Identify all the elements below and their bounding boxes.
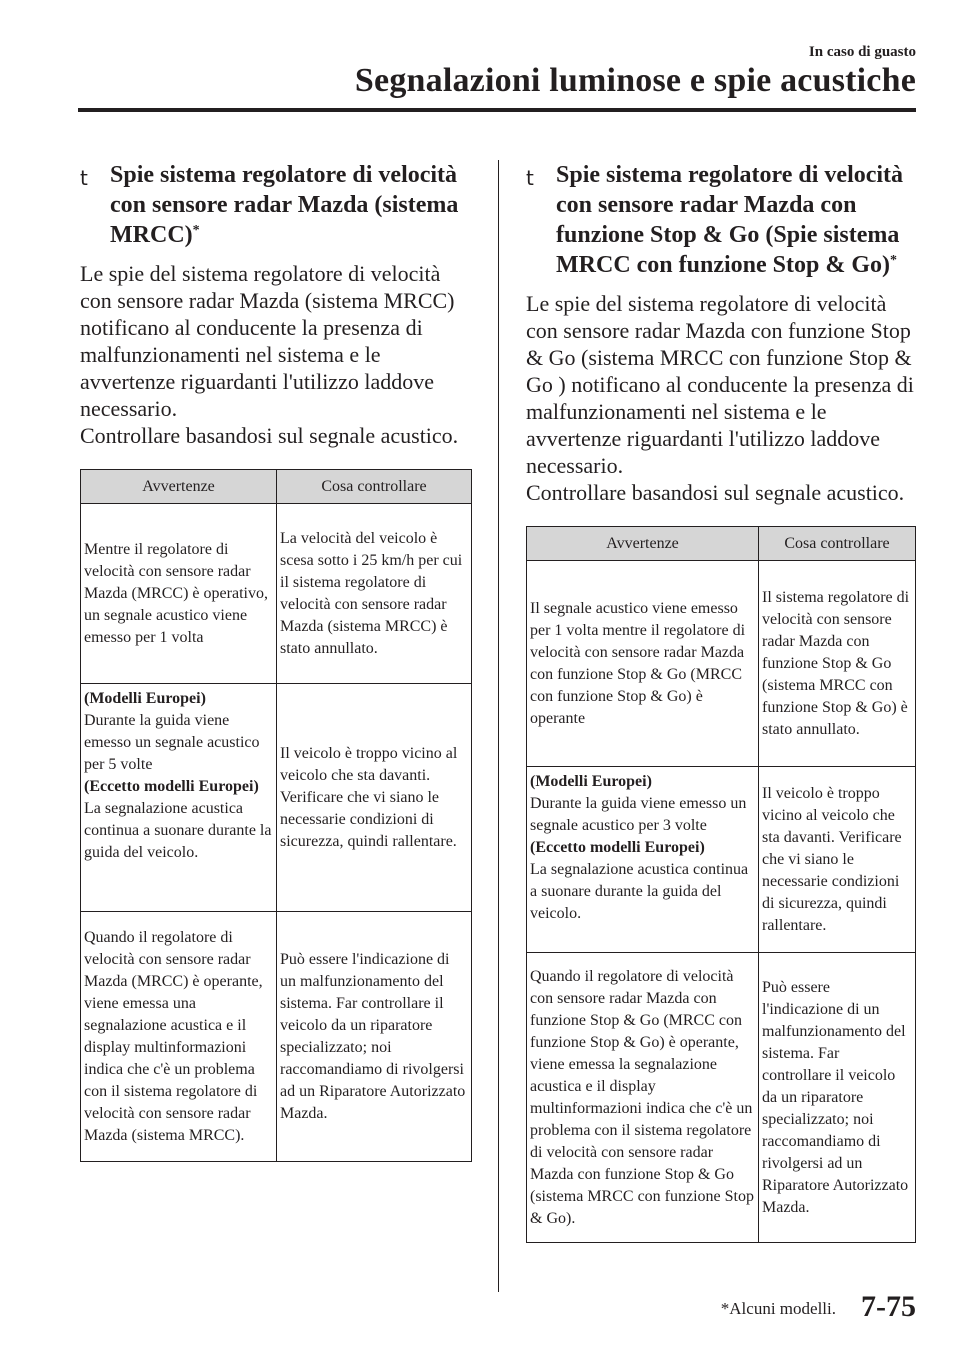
warning-text: La segnalazione acustica continua a suonare durante la guida del veicolo.: [84, 800, 272, 861]
right-column: [526, 160, 916, 1243]
warning-text: Durante la guida viene emesso un segnale acustico per 5 volte: [84, 712, 260, 773]
intro-paragraph: Le spie del sistema regolatore di velocità con sensore radar Mazda (sistema MRCC) notificano al conducente la presenza di malfunzionamenti nel sistema e le avvertenze riguardanti l'utilizzo laddove necessario.: [80, 261, 455, 421]
check-cell: La velocità del veicolo è scesa sotto i 25 km/h per cui il sistema regolatore di velocità con sensore radar Mazda (sistema MRCC) è stato annullato.: [277, 504, 472, 684]
section-body: [80, 260, 472, 449]
section-body: [526, 290, 916, 506]
section-bullet-icon: t: [526, 166, 534, 190]
table-row: [527, 767, 916, 953]
chapter-title: In caso di guasto: [808, 44, 916, 60]
region-label: (Modelli Europei): [84, 690, 206, 707]
left-column: [80, 160, 472, 1162]
table-header-row: [527, 527, 916, 561]
warning-cell: Il segnale acustico viene emesso per 1 volta mentre il regolatore di velocità con sensore radar Mazda con funzione Stop & Go (MRCC con funzione Stop & Go) è operante: [527, 561, 759, 767]
column-divider: [498, 160, 499, 1292]
check-cell: Può essere l'indicazione di un malfunzionamento del sistema. Far controllare il veicolo da un riparatore specializzato; noi raccomandiamo di rivolgersi ad un Riparatore Autorizzato Mazda.: [759, 953, 916, 1243]
instruction-paragraph: Controllare basandosi sul segnale acustico.: [80, 423, 459, 448]
check-cell: Il sistema regolatore di velocità con sensore radar Mazda con funzione Stop & Go (sistema MRCC con funzione Stop & Go) è stato annullato.: [759, 561, 916, 767]
page-title: Segnalazioni luminose e spie acustiche: [354, 62, 916, 99]
warning-text: Durante la guida viene emesso un segnale acustico per 3 volte: [530, 795, 747, 834]
section-bullet-icon: t: [80, 166, 88, 190]
table-header-row: [81, 470, 472, 504]
asterisk-mark: *: [192, 223, 200, 238]
section-heading-mrcc: [80, 160, 472, 250]
region-label: (Eccetto modelli Europei): [84, 778, 259, 795]
warning-cell: Quando il regolatore di velocità con sensore radar Mazda (MRCC) è operante, viene emessa una segnalazione acustica e il display multinformazioni indica che c'è un problema con il sistema regolatore di velocità con sensore radar Mazda (sistema MRCC).: [81, 912, 277, 1162]
header-cosa-controllare: Cosa controllare: [759, 527, 916, 561]
table-row: [527, 561, 916, 767]
warning-cell: [81, 684, 277, 912]
warning-cell: [527, 767, 759, 953]
section-heading-text: Spie sistema regolatore di velocità con sensore radar Mazda (sistema MRCC): [110, 162, 459, 248]
warning-text: La segnalazione acustica continua a suonare durante la guida del veicolo.: [530, 861, 749, 922]
region-label: (Eccetto modelli Europei): [530, 839, 705, 856]
table-row: [527, 953, 916, 1243]
asterisk-mark: *: [890, 253, 897, 268]
section-heading-text: Spie sistema regolatore di velocità con sensore radar Mazda con funzione Stop & Go (Spie sistema MRCC con funzione Stop & Go): [556, 162, 904, 278]
table-row: [81, 684, 472, 912]
check-cell: Il veicolo è troppo vicino al veicolo che sta davanti. Verificare che vi siano le necessarie condizioni di sicurezza, quindi rallentare.: [277, 684, 472, 912]
header-cosa-controllare: Cosa controllare: [277, 470, 472, 504]
header-rule: [78, 108, 916, 112]
warning-cell: Mentre il regolatore di velocità con sensore radar Mazda (MRCC) è operativo, un segnale acustico viene emesso per 1 volta: [81, 504, 277, 684]
table-row: [81, 504, 472, 684]
warnings-table: [526, 526, 916, 1243]
section-heading-mrcc-stop-go: [526, 160, 916, 280]
table-row: [81, 912, 472, 1162]
intro-paragraph: Le spie del sistema regolatore di velocità con sensore radar Mazda con funzione Stop & Go (sistema MRCC con funzione Stop & Go ) notificano al conducente la presenza di malfunzionamenti nel sistema e le avvertenze riguardanti l'utilizzo laddove necessario.: [526, 291, 914, 478]
region-label: (Modelli Europei): [530, 773, 652, 790]
footnote-models: *Alcuni modelli.: [720, 1299, 836, 1318]
page-number: 7-75: [861, 1290, 916, 1323]
header-avvertenze: Avvertenze: [81, 470, 277, 504]
warnings-table: [80, 469, 472, 1162]
instruction-paragraph: Controllare basandosi sul segnale acustico.: [526, 480, 905, 505]
check-cell: Il veicolo è troppo vicino al veicolo che sta davanti. Verificare che vi siano le necessarie condizioni di sicurezza, quindi rallentare.: [759, 767, 916, 953]
warning-cell: Quando il regolatore di velocità con sensore radar Mazda con funzione Stop & Go (MRCC con funzione Stop & Go) è operante, viene emessa la segnalazione acustica e il display multinformazioni indica che c'è un problema con il sistema regolatore di velocità con sensore radar Mazda con funzione Stop & Go (sistema MRCC con funzione Stop & Go).: [527, 953, 759, 1243]
check-cell: Può essere l'indicazione di un malfunzionamento del sistema. Far controllare il veicolo da un riparatore specializzato; noi raccomandiamo di rivolgersi ad un Riparatore Autorizzato Mazda.: [277, 912, 472, 1162]
header-avvertenze: Avvertenze: [527, 527, 759, 561]
